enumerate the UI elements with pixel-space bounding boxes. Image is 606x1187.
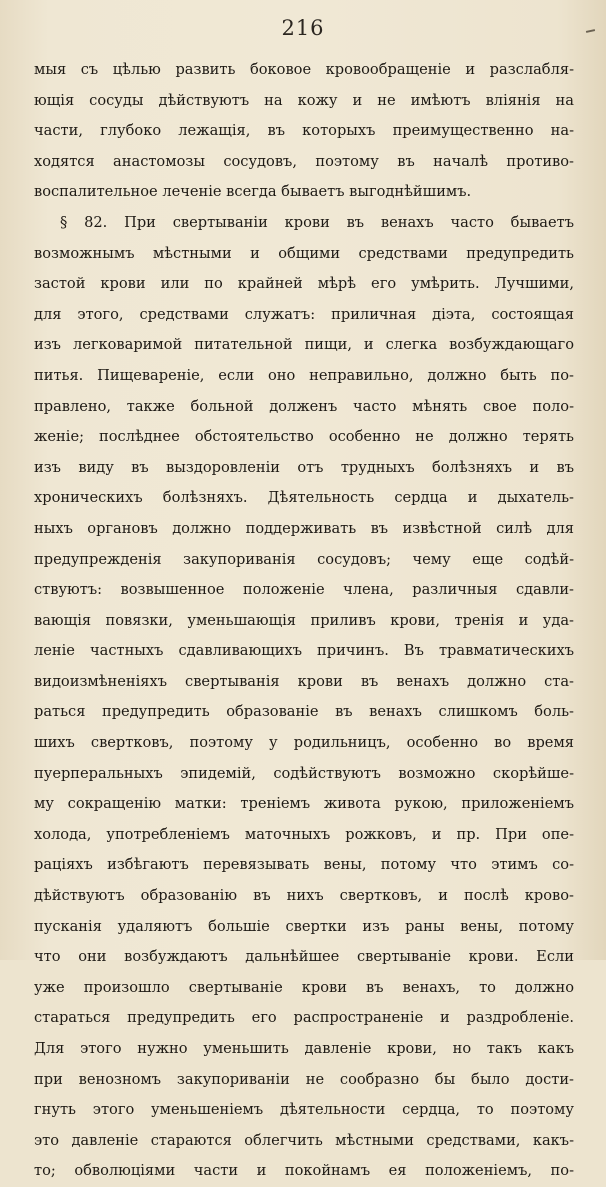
text-line: что они возбуждаютъ дальнѣйшее свертыванiе крови. Если: [34, 948, 574, 966]
text-line: шихъ свертковъ, поэтому у родильницъ, особенно во время: [34, 734, 574, 752]
text-line: му сокращенiю матки: тренiемъ живота рукою, приложенiемъ: [34, 795, 574, 813]
page-number: 216: [281, 16, 325, 40]
text-line: Для этого нужно уменьшить давленiе крови, но такъ какъ: [34, 1040, 574, 1057]
text-line: возможнымъ мѣстными и общими средствами предупредить: [34, 244, 574, 262]
text-line: пуерперальныхъ эпидемiй, содѣйствуютъ возможно скорѣйше-: [34, 764, 574, 782]
text-line: уже произошло свертыванiе крови въ венахъ, то должно: [34, 978, 574, 996]
text-line: вающiя повязки, уменьшающiя приливъ крови, тренiя и уда-: [34, 611, 574, 629]
text-line: пусканiя удаляютъ большiе свертки изъ раны вены, потому: [34, 917, 574, 935]
text-line: хроническихъ болѣзняхъ. Дѣятельность сердца и дыхатель-: [34, 489, 574, 507]
text-line: женiе; послѣднее обстоятельство особенно не должно терять: [34, 428, 574, 446]
text-line: дѣйствуютъ образованiю въ нихъ свертковъ, и послѣ крово-: [34, 887, 574, 905]
text-line: предупрежденiя закупориванiя сосудовъ; чему еще содѣй-: [34, 550, 574, 568]
text-line: правлено, также больной долженъ часто мѣнять свое поло-: [34, 397, 574, 415]
text-line: воспалительное леченiе всегда бываетъ выгоднѣйшимъ.: [34, 183, 472, 201]
text-line: ныхъ органовъ должно поддерживать въ извѣстной силѣ для: [34, 519, 574, 537]
text-line: изъ виду въ выздоровленiи отъ трудныхъ болѣзняхъ и въ: [34, 458, 574, 476]
text-line: то; обволюцiями части и покойнамъ ея положенiемъ, по-: [34, 1162, 574, 1180]
text-line: ющiя сосуды дѣйствуютъ на кожу и не имѣютъ влiянiя на: [34, 91, 574, 109]
text-line: для этого, средствами служатъ: приличная дiэта, состоящая: [34, 305, 574, 323]
text-line: застой крови или по крайней мѣрѣ его умѣрить. Лучшими,: [34, 275, 574, 293]
text-line: раться предупредить образованiе въ венахъ слишкомъ боль-: [34, 703, 574, 721]
text-line: ствуютъ: возвышенное положенiе члена, различныя сдавли-: [34, 581, 574, 599]
text-line: холода, употребленiемъ маточныхъ рожковъ, и пр. При опе-: [34, 825, 574, 843]
text-line: мыя съ цѣлью развить боковое кровообращенiе и разслабля-: [34, 61, 574, 78]
text-line: ходятся анастомозы сосудовъ, поэтому въ началѣ противо-: [34, 152, 574, 170]
section-heading-line: § 82. При свертыванiи крови въ венахъ часто бываетъ: [60, 213, 574, 231]
text-line: стараться предупредить его распространенiе и раздробленiе.: [34, 1009, 574, 1027]
text-line: изъ легковаримой питательной пищи, и слегка возбуждающаго: [34, 336, 574, 354]
text-line: гнуть этого уменьшенiемъ дѣятельности сердца, то поэтому: [34, 1101, 574, 1119]
text-line: питья. Пищеваренiе, если оно неправильно, должно быть по-: [34, 366, 574, 384]
text-line: рацiяхъ избѣгаютъ перевязывать вены, потому что этимъ со-: [34, 856, 574, 874]
text-line: это давленiе стараются облегчить мѣстными средствами, какъ-: [34, 1131, 574, 1149]
text-line: видоизмѣненiяхъ свертыванiя крови въ венахъ должно ста-: [34, 672, 574, 690]
text-line: при венозномъ закупориванiи не сообразно бы было дости-: [34, 1070, 574, 1088]
text-line: ленiе частныхъ сдавливающихъ причинъ. Въ травматическихъ: [34, 642, 574, 660]
text-line: части, глубоко лежащiя, въ которыхъ преимущественно на-: [34, 122, 574, 140]
body-text: [34, 55, 574, 1187]
